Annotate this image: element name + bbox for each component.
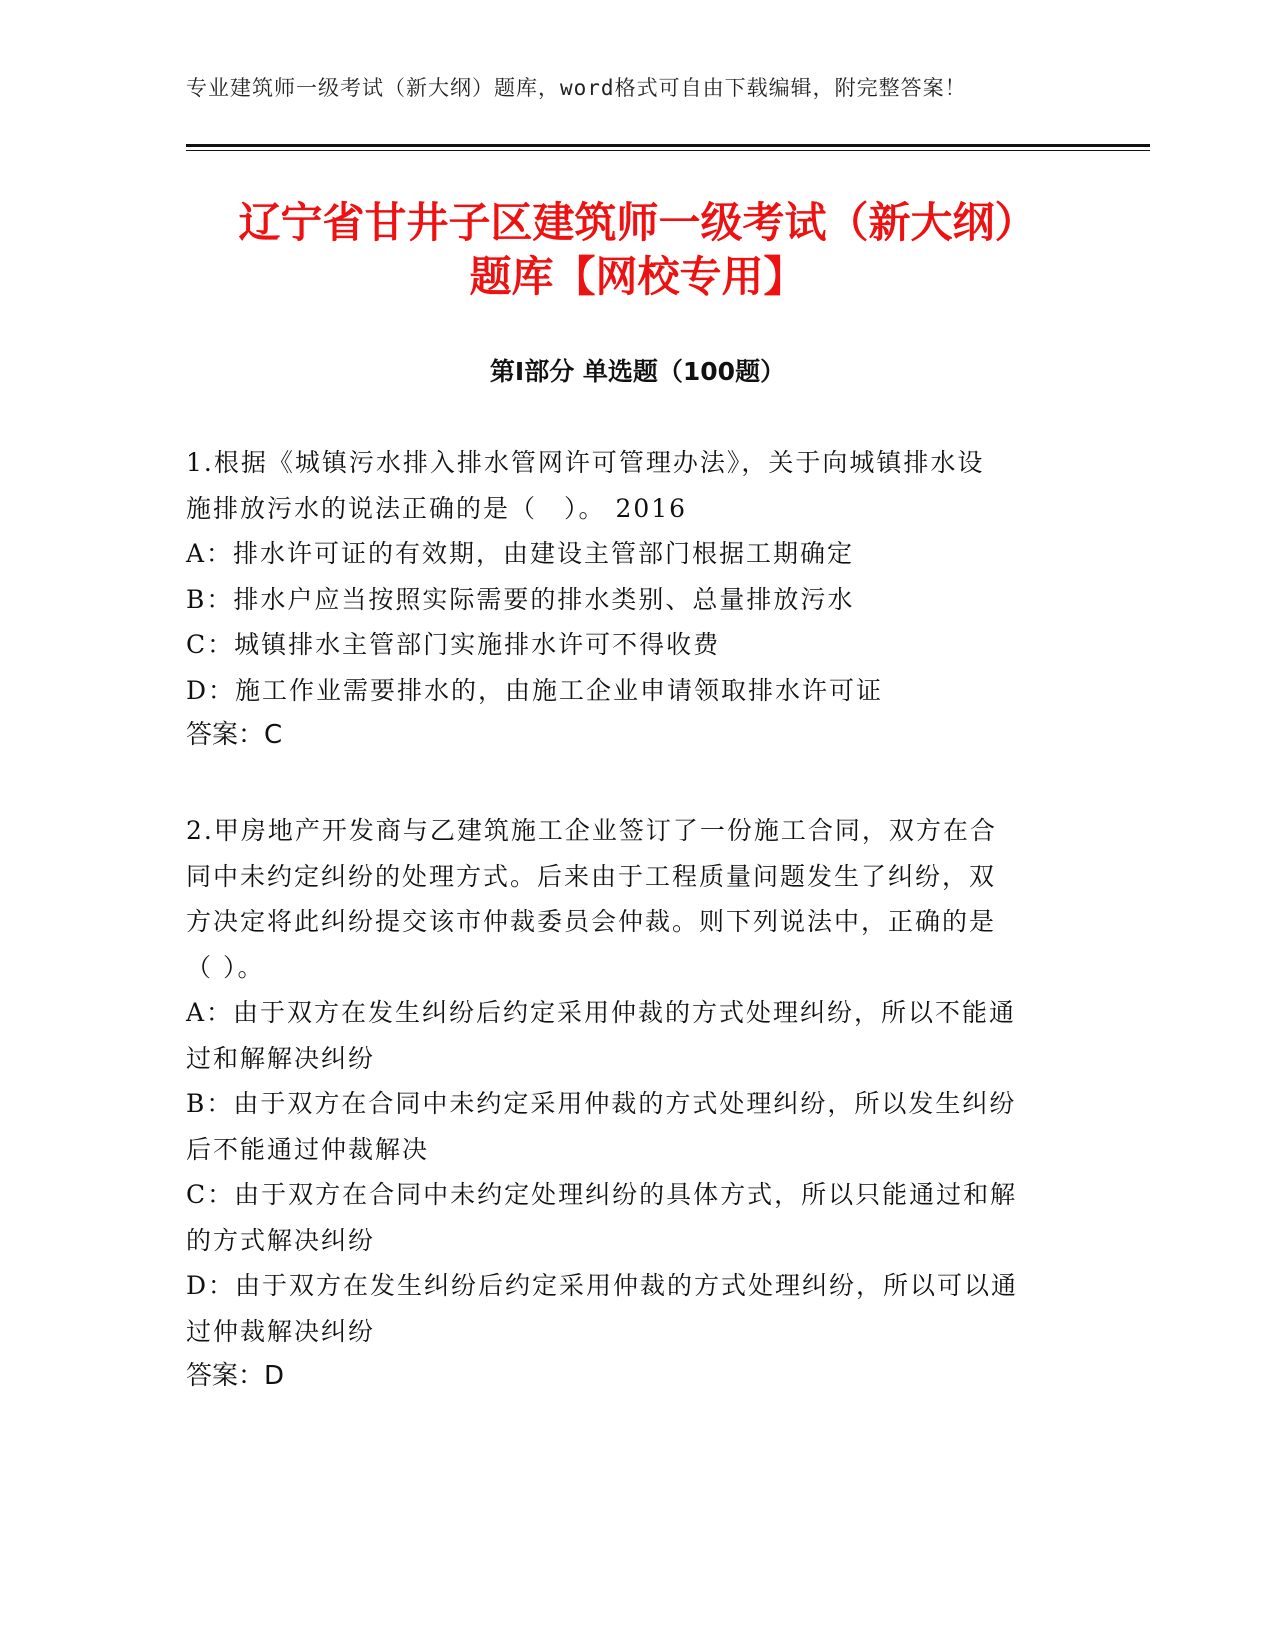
option-b: B：由于双方在合同中未约定采用仲裁的方式处理纠纷，所以发生纠纷 [186, 1089, 1017, 1118]
option-d: D：施工作业需要排水的，由施工企业申请领取排水许可证 [186, 675, 884, 705]
option-b-continued: 后不能通过仲裁解决 [186, 1134, 430, 1164]
option-a: A：排水许可证的有效期，由建设主管部门根据工期确定 [186, 539, 855, 568]
question-stem-line: （ ）。 [186, 952, 265, 982]
question-stem-line: 2.甲房地产开发商与乙建筑施工企业签订了一份施工合同，双方在合 [186, 816, 997, 845]
document-title [150, 196, 1125, 304]
question-stem-line: 同中未约定纠纷的处理方式。后来由于工程质量问题发生了纠纷，双 [186, 861, 997, 891]
header-rule-thick [186, 144, 1150, 147]
option-a-continued: 过和解解决纠纷 [186, 1043, 376, 1073]
option-a: A：由于双方在发生纠纷后约定采用仲裁的方式处理纠纷，所以不能通 [186, 998, 1017, 1027]
answer-label: 答案：D [186, 1361, 285, 1391]
section-title: 第Ⅰ部分 单选题（100题） [489, 357, 786, 386]
option-d: D：由于双方在发生纠纷后约定采用仲裁的方式处理纠纷，所以可以通 [186, 1271, 1019, 1300]
option-b: B：排水户应当按照实际需要的排水类别、总量排放污水 [186, 584, 855, 614]
question-2 [186, 808, 1066, 1400]
question-1 [186, 440, 1066, 759]
page-header: 专业建筑师一级考试（新大纲）题库，word格式可自由下载编辑，附完整答案！ [186, 76, 967, 100]
option-c: C：由于双方在合同中未约定处理纠纷的具体方式，所以只能通过和解 [186, 1180, 1018, 1209]
header-rule-thin [186, 150, 1150, 151]
document-title-line-1: 辽宁省甘井子区建筑师一级考试（新大纲） [238, 198, 1037, 247]
question-stem-line: 1.根据《城镇污水排入排水管网许可管理办法》，关于向城镇排水设 [186, 448, 985, 477]
option-c: C：城镇排水主管部门实施排水许可不得收费 [186, 630, 721, 659]
option-d-continued: 过仲裁解决纠纷 [186, 1316, 376, 1346]
document-title-line-2: 题库【网校专用】 [469, 252, 806, 301]
question-stem-line: 施排放污水的说法正确的是（ ）。 2016 [186, 493, 688, 523]
option-c-continued: 的方式解决纠纷 [186, 1225, 376, 1255]
answer-label: 答案：C [186, 720, 283, 750]
question-stem-line: 方决定将此纠纷提交该市仲裁委员会仲裁。则下列说法中，正确的是 [186, 907, 997, 936]
